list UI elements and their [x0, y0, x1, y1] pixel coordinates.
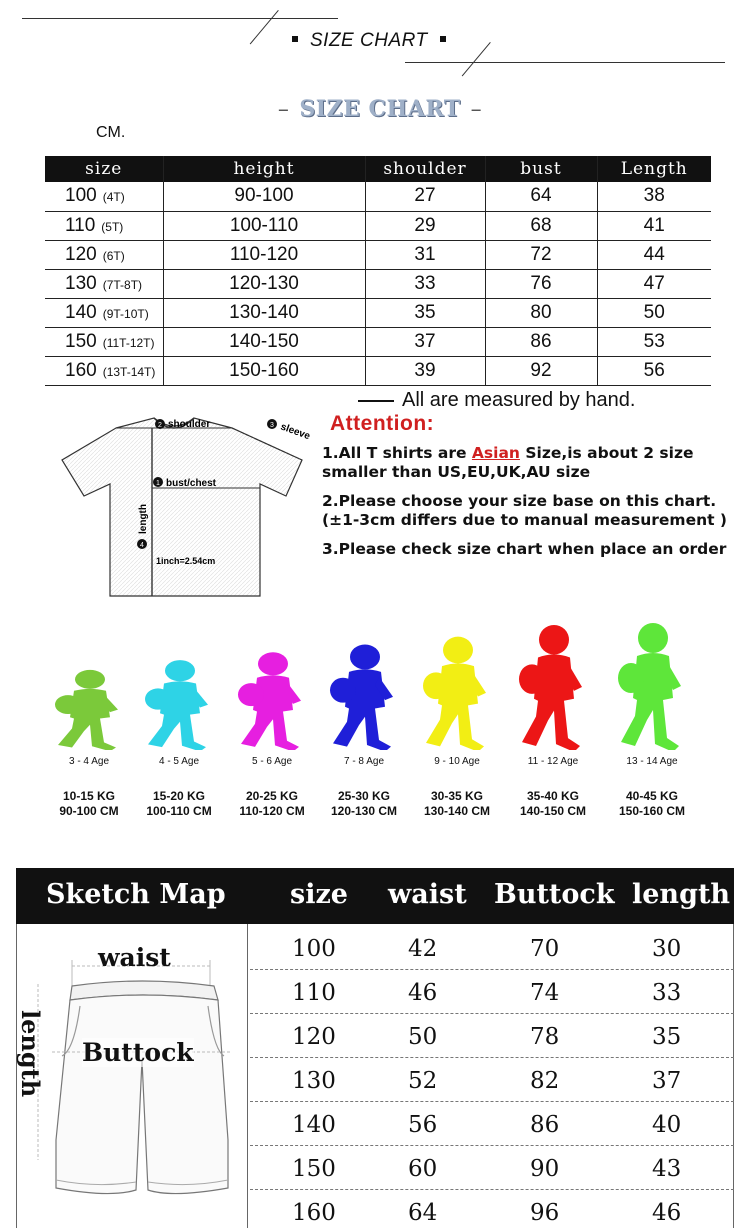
cell-size [45, 182, 163, 211]
kid-stats [412, 789, 502, 819]
kid-cm: 110-120 CM [239, 804, 305, 818]
cell-buttock: 96 [530, 1200, 560, 1226]
table-row [45, 327, 711, 356]
num-1-text: 1 [156, 480, 160, 487]
cell-bust: 64 [485, 182, 597, 211]
label-inch: 1inch=2.54cm [156, 556, 216, 566]
size-tag: (13T-14T) [102, 364, 156, 379]
kid-kg: 20-25 KG [245, 789, 299, 803]
cell-bust: 68 [485, 211, 597, 240]
col-header-size: size [45, 156, 163, 182]
cell-size: 150 [292, 1156, 336, 1182]
shorts-sketch [22, 940, 244, 1220]
cell-waist: 50 [408, 1024, 438, 1050]
cell-buttock: 86 [530, 1112, 560, 1138]
cell-size: 130 [292, 1068, 336, 1094]
measured-note-text: All are measured by hand. [402, 389, 636, 411]
cell-shoulder: 35 [365, 298, 485, 327]
sketch-label-buttock: Buttock [82, 1038, 194, 1067]
kid-silhouette-icon [319, 616, 409, 750]
kid-figure [319, 616, 409, 819]
size-value: 120 [65, 243, 97, 265]
kid-figure [44, 616, 134, 819]
kid-cm: 90-100 CM [59, 804, 119, 818]
kid-stats [227, 789, 317, 819]
kid-age: 3 - 4 Age [68, 756, 110, 767]
cell-height: 140-150 [163, 327, 365, 356]
cell-buttock: 82 [530, 1068, 560, 1094]
size-tag: (11T-12T) [102, 335, 155, 350]
kid-figure [412, 616, 502, 819]
kids-age-chart [60, 616, 730, 826]
size-chart-heading-text: SIZE CHART [299, 96, 461, 122]
kid-kg: 40-45 KG [625, 789, 679, 803]
cell-size [45, 211, 163, 240]
table-row [250, 1146, 734, 1190]
kid-stats [134, 789, 224, 819]
cell-buttock: 90 [530, 1156, 560, 1182]
cell-bust: 92 [485, 356, 597, 385]
kid-silhouette-icon [44, 616, 134, 750]
table-row [250, 1102, 734, 1146]
cell-size [45, 240, 163, 269]
header-slash-left [250, 10, 279, 44]
cell-buttock: 78 [530, 1024, 560, 1050]
label-shoulder: shoulder [168, 419, 211, 430]
header-line-left [22, 18, 338, 19]
table-row [250, 1058, 734, 1102]
cell-height: 120-130 [163, 269, 365, 298]
tshirt-diagram [54, 412, 324, 604]
cell-length: 37 [652, 1068, 682, 1094]
cell-size [45, 269, 163, 298]
cell-size: 120 [292, 1024, 336, 1050]
kid-cm: 140-150 CM [519, 804, 587, 818]
note-1-post: Size,is about 2 size smaller than US,EU,UK,AU size [322, 444, 694, 481]
kid-age: 7 - 8 Age [343, 756, 385, 767]
measured-note [358, 389, 635, 412]
cell-length: 47 [597, 269, 711, 298]
cell-bust: 86 [485, 327, 597, 356]
cell-size [45, 327, 163, 356]
cell-size: 100 [292, 936, 336, 962]
kid-cm: 130-140 CM [423, 804, 491, 818]
cell-length: 40 [652, 1112, 682, 1138]
note-3: 3.Please check size chart when place an order [322, 540, 727, 558]
table-row [45, 211, 711, 240]
size-value: 100 [65, 185, 97, 207]
note-2: 2.Please choose your size base on this chart.(±1-3cm differs due to manual measurement ) [322, 492, 728, 529]
note-1-highlight: Asian [471, 444, 520, 462]
cell-size: 160 [292, 1200, 336, 1226]
cell-bust: 76 [485, 269, 597, 298]
cell-waist: 46 [408, 980, 438, 1006]
cell-height: 100-110 [163, 211, 365, 240]
kid-cm: 150-160 CM [618, 804, 686, 818]
size-chart-heading [255, 96, 505, 122]
kid-age: 5 - 6 Age [251, 756, 293, 767]
size-value: 130 [65, 272, 97, 294]
bullet-icon [440, 36, 446, 42]
cell-waist: 52 [408, 1068, 438, 1094]
col-header-bust: bust [485, 156, 597, 182]
col-header-length: Length [597, 156, 711, 182]
cell-size [45, 356, 163, 385]
table-row [250, 1014, 734, 1058]
cell-length: 46 [652, 1200, 682, 1226]
cell-shoulder: 37 [365, 327, 485, 356]
cell-length: 44 [597, 240, 711, 269]
dash-left: – [277, 97, 290, 122]
attention-title: Attention: [330, 412, 435, 435]
kid-figure [607, 616, 697, 819]
table-row [250, 970, 734, 1014]
kid-figure [134, 616, 224, 819]
size-value: 150 [65, 330, 97, 352]
kid-stats [607, 789, 697, 819]
cell-length: 43 [652, 1156, 682, 1182]
cell-size: 110 [292, 980, 336, 1006]
cell-length: 41 [597, 211, 711, 240]
table-row [45, 298, 711, 327]
cell-shoulder: 33 [365, 269, 485, 298]
kid-age: 4 - 5 Age [158, 756, 200, 767]
cell-shoulder: 27 [365, 182, 485, 211]
cell-shoulder: 29 [365, 211, 485, 240]
kid-stats [319, 789, 409, 819]
header-title [280, 30, 458, 52]
cell-length: 35 [652, 1024, 682, 1050]
kid-silhouette-icon [508, 616, 598, 750]
cell-size [45, 298, 163, 327]
cell-shoulder: 39 [365, 356, 485, 385]
size-value: 110 [65, 214, 96, 236]
col-header-sketch: Sketch Map [46, 879, 226, 910]
label-length: length [138, 504, 149, 534]
cell-waist: 56 [408, 1112, 438, 1138]
cell-length: 38 [597, 182, 711, 211]
dash-right: – [470, 97, 483, 122]
kid-silhouette-icon [134, 616, 224, 750]
note-1 [322, 444, 742, 482]
cell-shoulder: 31 [365, 240, 485, 269]
cell-length: 33 [652, 980, 682, 1006]
cell-height: 110-120 [163, 240, 365, 269]
cell-size: 140 [292, 1112, 336, 1138]
unit-label: CM. [96, 124, 126, 141]
kid-silhouette-icon [412, 616, 502, 750]
table-row [45, 182, 711, 211]
kid-kg: 30-35 KG [430, 789, 484, 803]
kid-cm: 100-110 CM [146, 804, 212, 818]
sketch-label-length: length [16, 1010, 45, 1098]
kid-stats [508, 789, 598, 819]
col-header-shoulder: shoulder [365, 156, 485, 182]
cell-bust: 72 [485, 240, 597, 269]
cell-buttock: 70 [530, 936, 560, 962]
col-header-size: size [290, 879, 348, 910]
size-tag: (6T) [102, 248, 125, 263]
kid-kg: 15-20 KG [152, 789, 206, 803]
label-sleeve: sleeve [278, 421, 312, 443]
kid-stats [44, 789, 134, 819]
kid-age: 9 - 10 Age [434, 756, 480, 767]
kid-kg: 25-30 KG [337, 789, 391, 803]
cell-waist: 60 [408, 1156, 438, 1182]
shorts-table-header [16, 868, 734, 924]
kid-kg: 10-15 KG [62, 789, 116, 803]
kid-figure [508, 616, 598, 819]
num-4-text: 4 [140, 542, 144, 549]
cell-waist: 64 [408, 1200, 438, 1226]
col-header-height: height [163, 156, 365, 182]
col-header-buttock: Buttock [494, 879, 615, 910]
attention-notes [322, 444, 742, 569]
kid-age: 11 - 12 Age [527, 756, 579, 767]
table-row [45, 356, 711, 385]
cell-length: 50 [597, 298, 711, 327]
label-bust: bust/chest [166, 478, 217, 489]
num-2-text: 2 [158, 422, 162, 429]
num-3-text: 3 [270, 422, 274, 429]
size-value: 140 [65, 301, 97, 323]
table-row [250, 926, 734, 970]
size-tag: (5T) [101, 219, 124, 234]
shirt-size-table [45, 156, 711, 386]
note-1-pre: 1.All T shirts are [322, 444, 472, 462]
header-title-text: SIZE CHART [310, 30, 428, 51]
size-value: 160 [65, 359, 97, 381]
header-slash-right [462, 42, 491, 76]
col-header-waist: waist [388, 879, 467, 910]
cell-height: 90-100 [163, 182, 365, 211]
sketch-label-waist: waist [98, 943, 171, 972]
table-row [250, 1190, 734, 1228]
size-tag: (4T) [102, 190, 125, 205]
cell-bust: 80 [485, 298, 597, 327]
bullet-icon [292, 36, 298, 42]
cell-height: 150-160 [163, 356, 365, 385]
kid-kg: 35-40 KG [526, 789, 580, 803]
header-line-right [405, 62, 725, 63]
kid-cm: 120-130 CM [330, 804, 398, 818]
cell-waist: 42 [408, 936, 438, 962]
col-header-length: length [632, 879, 731, 910]
cell-length: 53 [597, 327, 711, 356]
kid-silhouette-icon [227, 616, 317, 750]
cell-length: 56 [597, 356, 711, 385]
cell-height: 130-140 [163, 298, 365, 327]
size-tag: (7T-8T) [102, 277, 143, 292]
note-dash [358, 400, 394, 402]
shirt-table-header [45, 156, 711, 182]
kid-age: 13 - 14 Age [626, 756, 678, 767]
table-row [45, 240, 711, 269]
size-tag: (9T-10T) [102, 306, 149, 321]
table-row [45, 269, 711, 298]
kid-silhouette-icon [607, 616, 697, 750]
kid-figure [227, 616, 317, 819]
cell-length: 30 [652, 936, 682, 962]
cell-buttock: 74 [530, 980, 560, 1006]
